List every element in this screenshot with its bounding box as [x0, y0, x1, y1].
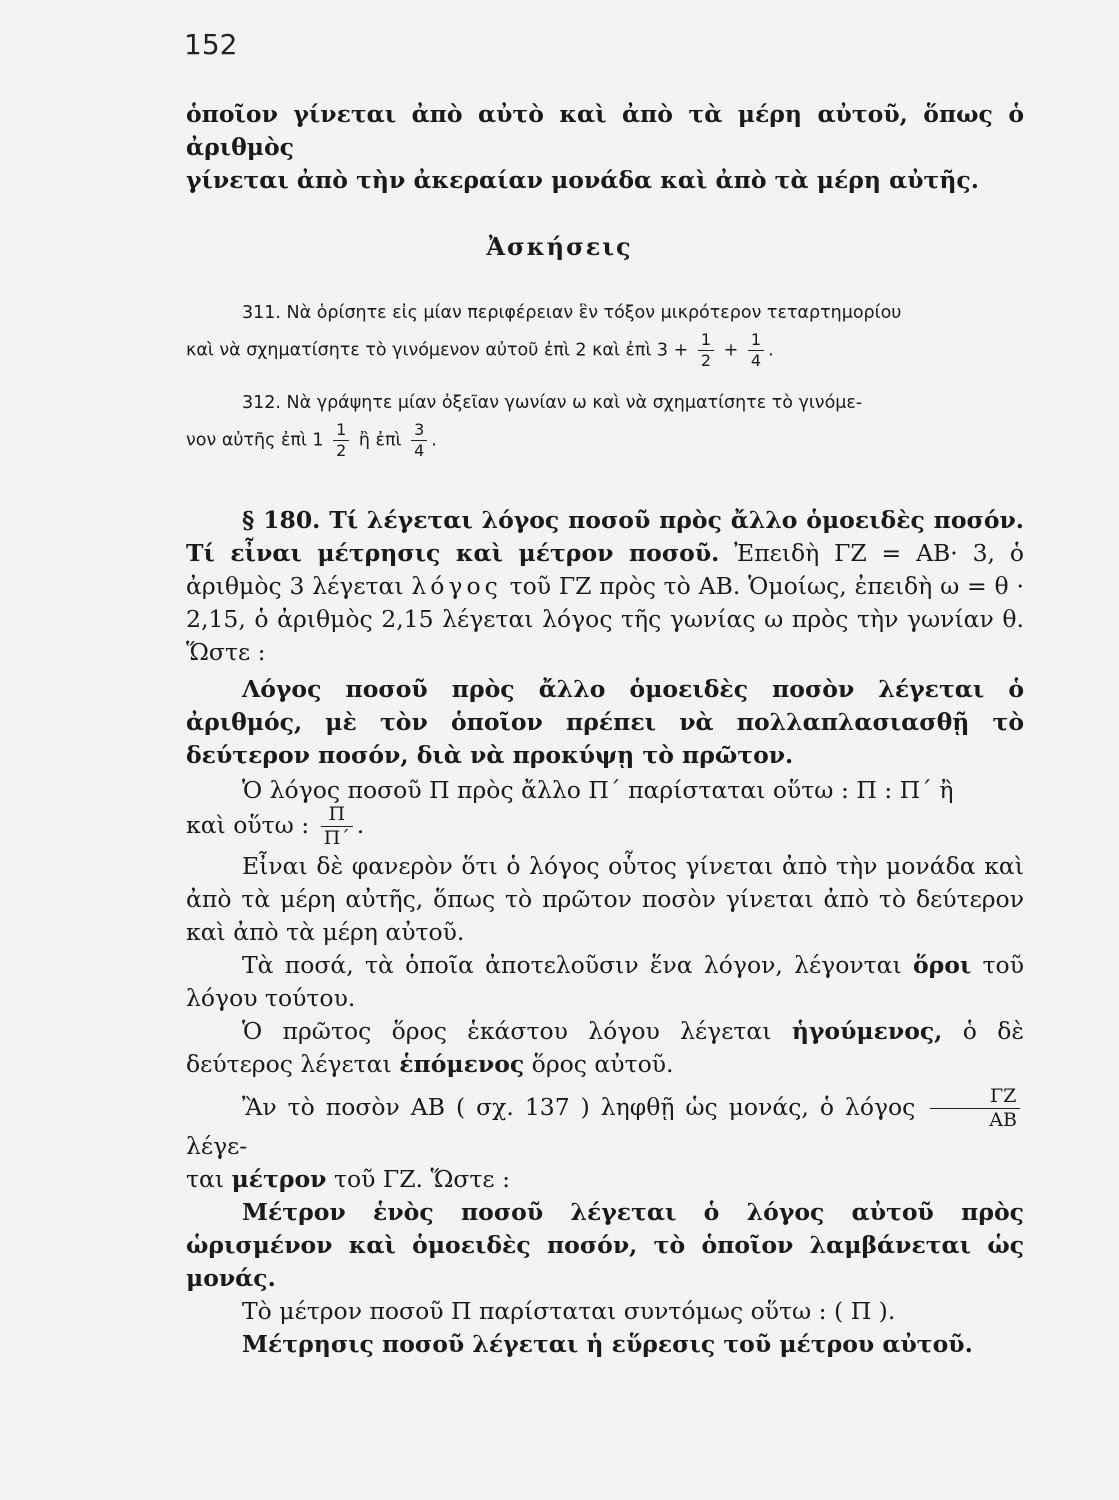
notation-line-2: καὶ οὕτω : $\frac{\Pi}{\Pi΄}$ . [186, 803, 365, 849]
fraction-one-half: $\frac{1}{2}$ [333, 422, 349, 459]
section-180 [186, 504, 1024, 1361]
definition-measure: Μέτρον ἑνὸς ποσοῦ λέγεται ὁ λόγος αὐτοῦ πρὸς ὡρισμένον καὶ ὁμοειδὲς ποσόν, τὸ ὁποῖον λαμβάνεται ὡς μονάς. [186, 1198, 1024, 1292]
exercise-311 [186, 300, 1024, 369]
notation-line-1: Ὁ λόγος ποσοῦ Π πρὸς ἄλλο Π΄ παρίσταται οὕτω : Π : Π΄ ἢ [242, 776, 954, 804]
exercise-312-line-2: νον αὐτῆς ἐπὶ 1 $\frac{1}{2}$ ἢ ἐπὶ $\frac{3}{4}$ . [186, 420, 437, 460]
exercise-312-line-1: 312. Νὰ γράψητε μίαν ὀξεῖαν γωνίαν ω καὶ νὰ σχηματίσητε τὸ γινόμε- [242, 393, 863, 413]
logos-word: λόγος [411, 572, 502, 600]
exercises-heading: Ἀσκήσεις [486, 232, 633, 261]
paragraph-leading-term: Ὁ πρῶτος ὅρος ἑκάστου λόγου λέγεται ἡγούμενος, ὁ δὲ δεύτερος λέγεται ἑπόμενος ὅρος αὐτοῦ. [186, 1017, 1024, 1078]
section-180-paragraph [186, 504, 1024, 669]
term-metron: μέτρον [231, 1165, 327, 1193]
intro-line-2: γίνεται ἀπὸ τὴν ἀκεραίαν μονάδα καὶ ἀπὸ τὰ μέρη αὐτῆς. [186, 166, 979, 194]
exercise-311-text: καὶ νὰ σχηματίσητε τὸ γινόμενον αὐτοῦ ἐπὶ 2 καὶ ἐπὶ 3 + [186, 340, 689, 361]
paragraph-terms: Τὰ ποσά, τὰ ὁποῖα ἀποτελοῦσιν ἕνα λόγον, λέγονται ὅροι τοῦ λόγου τούτου. [186, 951, 1024, 1012]
section-title: § 180. Τί λέγεται λόγος ποσοῦ πρὸς ἄλλο ὁμοειδὲς ποσόν. Τί εἶναι μέτρησις καὶ μέτρον ποσοῦ. [186, 506, 1024, 567]
term-following: ἑπόμενος [399, 1050, 525, 1078]
or-text: ἢ ἐπὶ [358, 430, 402, 451]
term-oroi: ὅροι [912, 951, 972, 979]
paragraph-unit-line-2: ται μέτρον τοῦ ΓΖ. Ὥστε : [186, 1165, 510, 1193]
exercise-311-line-2: καὶ νὰ σχηματίσητε τὸ γινόμενον αὐτοῦ ἐπὶ 2 καὶ ἐπὶ 3 + $\frac{1}{2}$ + $\frac{1}{4}$ . [186, 330, 774, 370]
page-number: 152 [184, 28, 238, 61]
paragraph-unit-line-1: Ἂν τὸ ποσὸν ΑΒ ( σχ. 137 ) ληφθῇ ὡς μονάς, ὁ λόγος $\frac{\Gamma Z}{AB}$ λέγε- [186, 1087, 1024, 1163]
paragraph-evident: Εἶναι δὲ φανερὸν ὅτι ὁ λόγος οὗτος γίνεται ἀπὸ τὴν μονάδα καὶ ἀπὸ τὰ μέρη αὐτῆς, ὅπως τὸ πρῶτον ποσὸν γίνεται ἀπὸ τὸ δεύτερον καὶ ἀπὸ τὰ μέρη αὐτοῦ. [186, 852, 1024, 946]
definition-measurement: Μέτρησις ποσοῦ λέγεται ἡ εὕρεσις τοῦ μέτρου αὐτοῦ. [242, 1330, 973, 1358]
intro-paragraph [186, 98, 1024, 197]
definition-ratio: Λόγος ποσοῦ πρὸς ἄλλο ὁμοειδὲς ποσὸν λέγεται ὁ ἀριθμός, μὲ τὸν ὁποῖον πρέπει νὰ πολλαπλασιασθῇ τὸ δεύτερον ποσόν, διὰ νὰ προκύψῃ τὸ πρῶτον. [186, 675, 1024, 769]
term-leading: ἡγούμενος, [791, 1017, 943, 1045]
fraction-one-quarter: $\frac{1}{4}$ [748, 332, 764, 369]
intro-line-1: ὁποῖον γίνεται ἀπὸ αὐτὸ καὶ ἀπὸ τὰ μέρη αὐτοῦ, ὅπως ὁ ἀριθμὸς [186, 100, 1024, 161]
fraction-gz-over-ab: $\frac{\Gamma Z}{AB}$ [930, 1087, 1020, 1130]
exercise-312-text: νον αὐτῆς ἐπὶ 1 [186, 430, 324, 451]
exercise-312 [186, 390, 1024, 459]
fraction-one-half: $\frac{1}{2}$ [698, 332, 714, 369]
fraction-pi-over-pi-prime: $\frac{\Pi}{\Pi΄}$ [321, 805, 353, 848]
plus-sign: + [723, 340, 739, 361]
fraction-three-quarters: $\frac{3}{4}$ [411, 422, 427, 459]
section-body: Ἐπειδὴ ΓΖ = ΑΒ· 3, ὁ ἀριθμὸς 3 λέγεται [186, 539, 1024, 600]
paragraph-measure-notation: Τὸ μέτρον ποσοῦ Π παρίσταται συντόμως οὕτω : ( Π ). [242, 1297, 896, 1325]
section-body-2: τοῦ ΓΖ πρὸς τὸ ΑΒ. Ὁμοίως, ἐπειδὴ ω = θ · 2,15, ὁ ἀριθμὸς 2,15 λέγεται λόγος τῆς γωνίας ω πρὸς τὴν γωνίαν θ. Ὥστε : [186, 572, 1024, 666]
exercise-311-line-1: 311. Νὰ ὁρίσητε εἰς μίαν περιφέρειαν ἓν τόξον μικρότερον τεταρτημορίου [242, 303, 902, 323]
